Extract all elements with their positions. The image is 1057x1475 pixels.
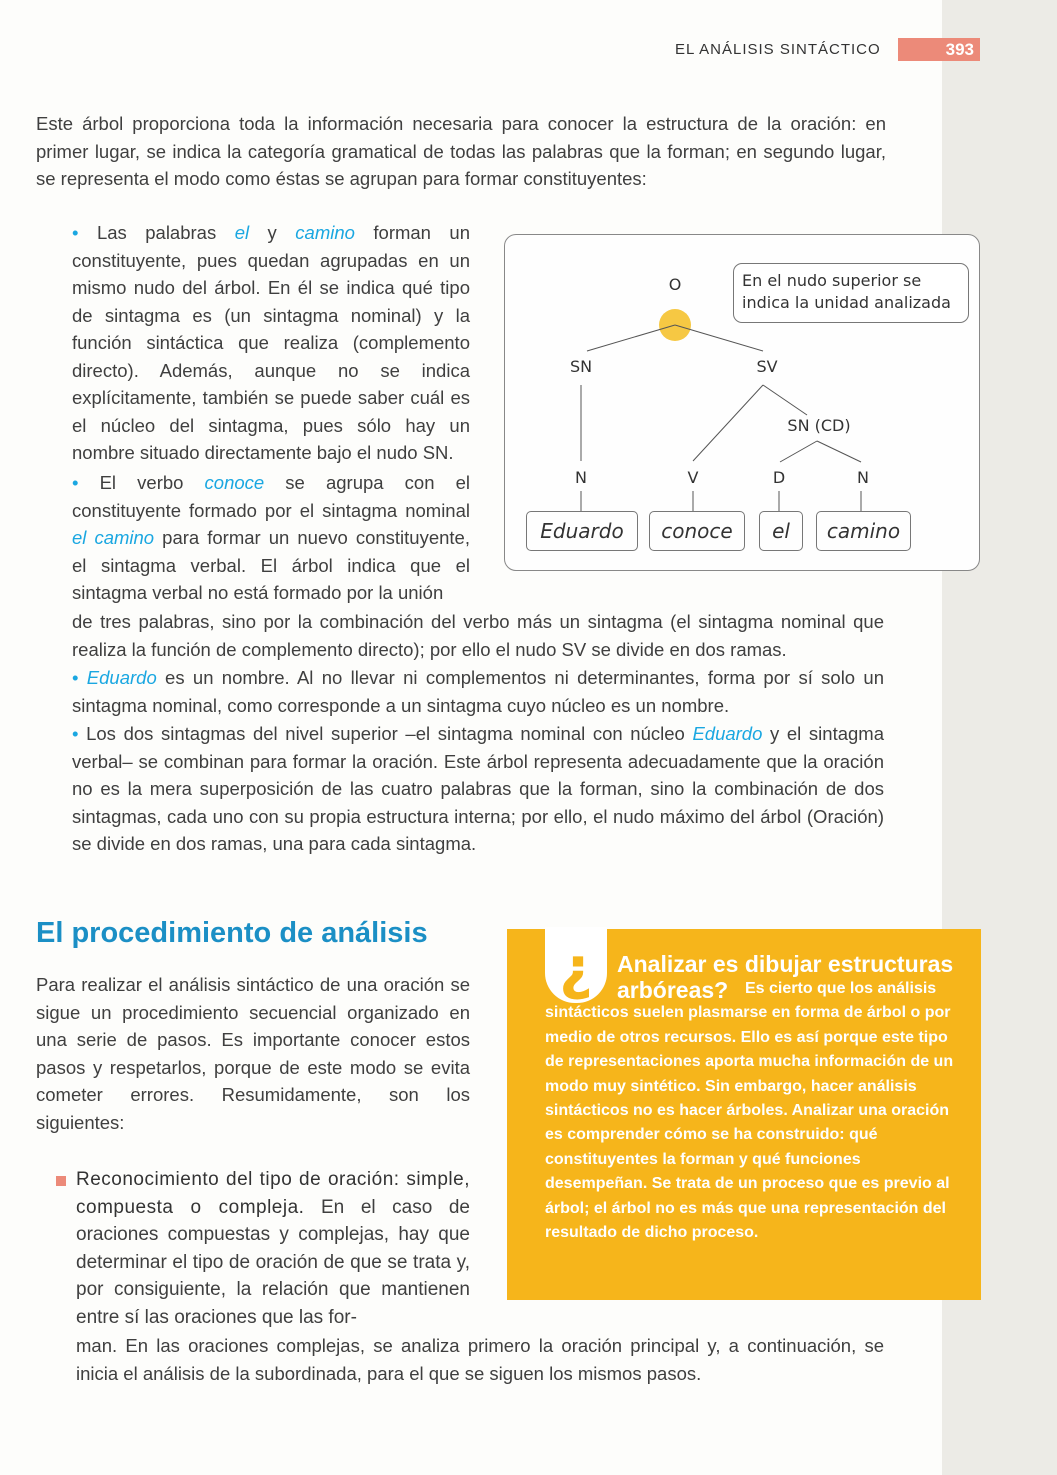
callout-box: En el nudo superior se indica la unidad analizada	[733, 263, 969, 323]
node-n-1: N	[575, 468, 587, 487]
word-conoce: conoce	[649, 511, 745, 551]
bullet-text: y	[249, 222, 296, 243]
step-item	[76, 1166, 470, 1331]
question-mark-icon: ¿	[559, 934, 593, 1002]
term-eduardo: Eduardo	[692, 723, 763, 744]
term-conoce: conoce	[204, 472, 265, 493]
bullet-item-2	[72, 469, 470, 607]
header-title: EL ANÁLISIS SINTÁCTICO	[675, 41, 881, 58]
bullet-dot: •	[72, 667, 87, 688]
node-sn-cd: SN (CD)	[787, 416, 851, 435]
branch-sncd-n	[817, 441, 861, 462]
bullet-text: Las palabras	[96, 222, 235, 243]
branch-sncd-d	[780, 441, 817, 462]
bullet-item-4	[72, 720, 884, 858]
bullet-text: y el sintagma verbal– se combinan para formar la oración. Este árbol representa adecuadamente que la oración no es la mera superposición de las cuatro palabras que la forman, sino la combinación de dos sintagmas, cada uno con su propia estructura interna; por ello, el nudo máximo del árbol (Oración) se divide en dos ramas, una para cada sintagma.	[72, 723, 884, 854]
page-number: 393	[898, 38, 980, 61]
bullet-text: es un nombre. Al no llevar ni complementos ni determinantes, forma por sí solo un sintagma nominal, como corresponde a un sintagma cuyo núcleo es un nombre.	[72, 667, 884, 716]
branch-sv-v	[693, 385, 763, 461]
node-o: O	[668, 275, 682, 294]
square-bullet-icon	[56, 1176, 66, 1186]
branch-o-sv	[675, 325, 763, 351]
step-item-continued: man. En las oraciones complejas, se analiza primero la oración principal y, a continuación, se inicia el análisis de la subordinada, para el que se siguen los mismos pasos.	[76, 1335, 884, 1384]
sidebar-body: Es cierto que los análisis sintácticos suelen plasmarse en forma de árbol o por medio de otros recursos. Ello es así porque este tipo de representaciones aporta mucha información de un modo muy sintético. Sin embargo, hacer análisis sintácticos no es hacer árboles. Analizar una oración es comprender cómo se ha construido: qué constituyentes la forman y qué funciones desempeñan. Se trata de un proceso que es previo al árbol; el árbol no es más que una representación del resultado de dicho proceso.	[545, 980, 954, 1242]
node-sv: SV	[756, 357, 778, 376]
bullet-dot: •	[72, 472, 100, 493]
word-eduardo: Eduardo	[526, 511, 638, 551]
branch-o-sn	[587, 325, 675, 351]
bullet-dot: •	[72, 723, 87, 744]
bullet-text: forman un constituyente, pues quedan agrupadas en un mismo nudo del árbol. En él se indica qué tipo de sintagma es (un sintagma nominal) y la función sintáctica que realiza (complemento directo). Además, aunque no se indica explícitamente, también se puede saber cuál es el núcleo del sintagma, pues sólo hay un nombre situado directamente bajo el nudo SN.	[72, 222, 471, 463]
node-v: V	[687, 468, 699, 487]
node-d: D	[772, 468, 786, 487]
step-text: En el caso de oraciones compuestas y complejas, hay que determinar el tipo de oración de que se trata y, por consiguiente, la relación que mantienen entre sí las oraciones que las for-	[76, 1196, 470, 1328]
syntax-tree-diagram	[504, 234, 980, 571]
section-paragraph: Para realizar el análisis sintáctico de una oración se sigue un procedimiento secuencial organizado en una serie de pasos. Es importante conocer estos pasos y respetarlos, porque de este modo se evita cometer errores. Resumidamente, son los siguientes:	[36, 974, 470, 1133]
bullet-dot: •	[72, 222, 97, 243]
bullet-text: para formar un nuevo constituyente, el sintagma verbal. El árbol indica que el sintagma verbal no está formado por la unión	[72, 527, 470, 603]
term-el: el	[234, 222, 250, 243]
intro-paragraph: Este árbol proporciona toda la información necesaria para conocer la estructura de la oración: en primer lugar, se indica la categoría gramatical de todas las palabras que la forman; en segundo lugar, se representa el modo como éstas se agrupan para formar constituyentes:	[36, 113, 886, 189]
bullet-text: se agrupa con el constituyente formado por el sintagma nominal	[72, 472, 470, 521]
node-n-2: N	[857, 468, 869, 487]
branch-sv-sncd	[763, 385, 807, 415]
section-title: El procedimiento de análisis	[36, 917, 428, 949]
term-eduardo: Eduardo	[86, 667, 157, 688]
word-el: el	[759, 511, 803, 551]
term-camino: camino	[295, 222, 355, 243]
sidebar-box	[507, 929, 981, 1300]
word-camino: camino	[816, 511, 911, 551]
term-el-camino: el camino	[72, 527, 155, 548]
bullet-item-3	[72, 664, 884, 719]
running-header	[675, 38, 980, 62]
bullet-text: El verbo	[99, 472, 205, 493]
node-sn: SN	[569, 357, 593, 376]
sidebar-title: Analizar es dibujar estructuras arbóreas?	[617, 951, 954, 1003]
step-title: Reconocimiento del tipo de oración: simple, compuesta o compleja.	[76, 1169, 470, 1218]
bullet-text: Los dos sintagmas del nivel superior –el sintagma nominal con núcleo	[86, 723, 693, 744]
bullet-item-1	[72, 219, 470, 467]
bullet-item-2-continued: de tres palabras, sino por la combinación del verbo más un sintagma (el sintagma nominal que realiza la función de complemento directo); por ello el nudo SV se divide en dos ramas.	[72, 611, 884, 660]
